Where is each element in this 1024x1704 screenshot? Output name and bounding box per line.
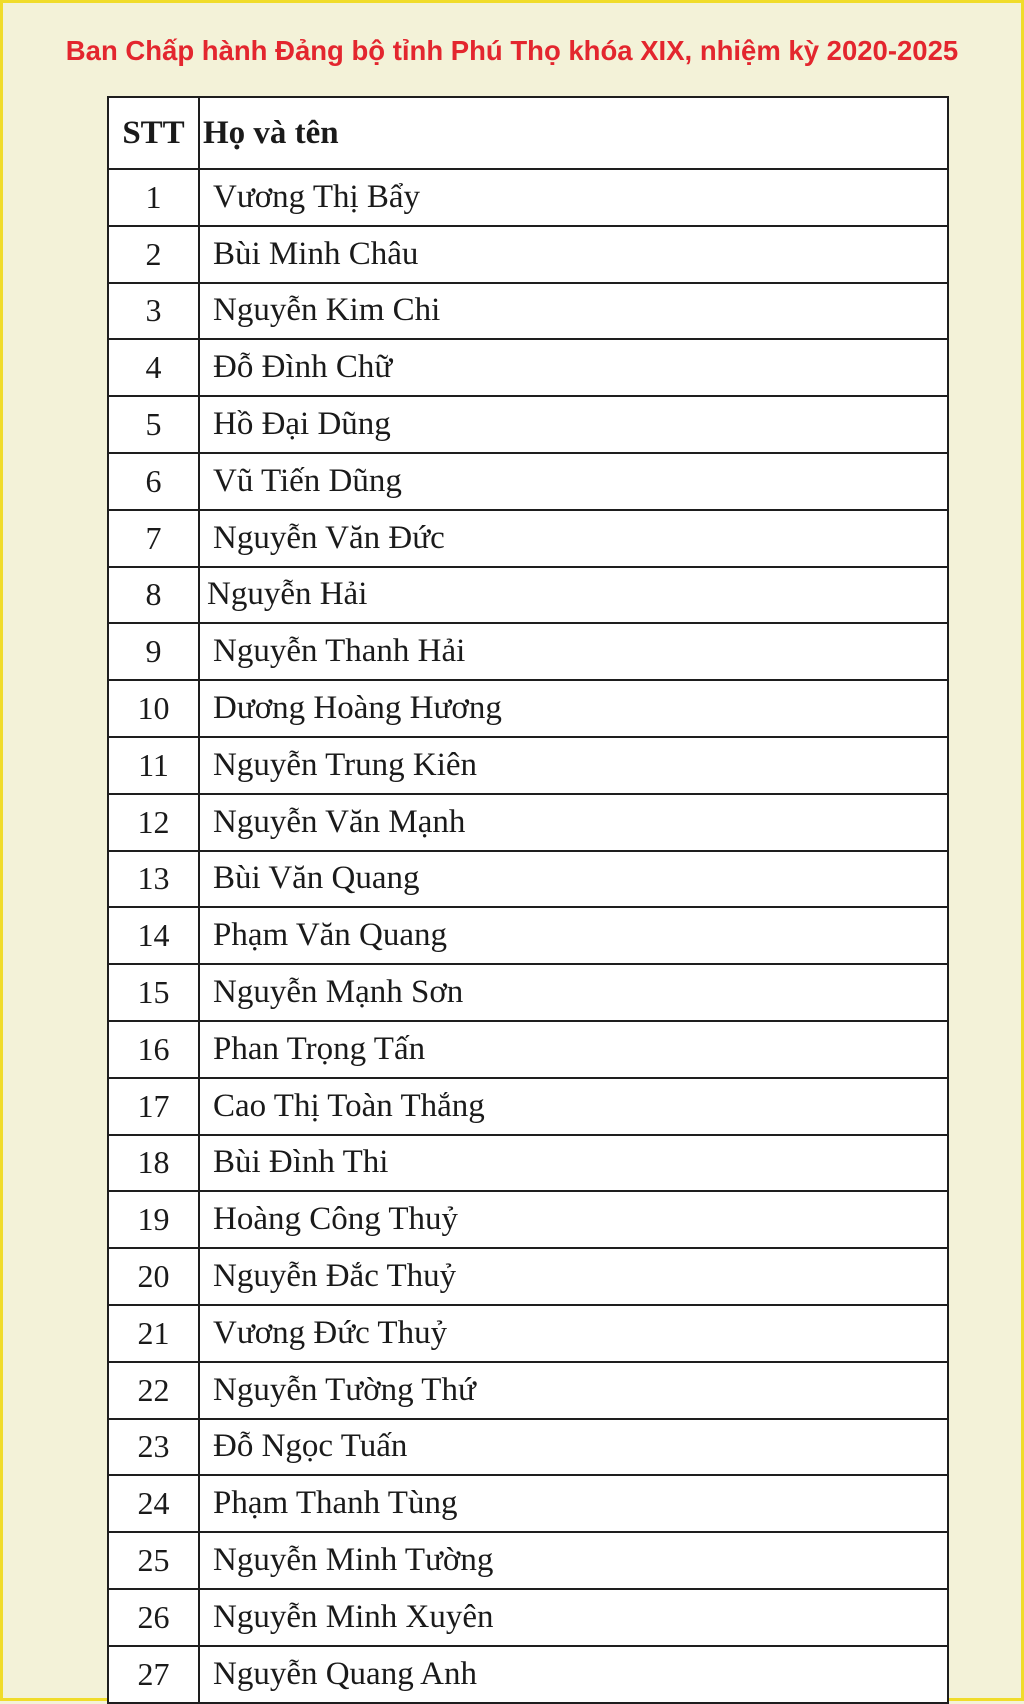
table-row xyxy=(109,170,947,227)
table-row xyxy=(109,1136,947,1193)
row-stt: 24 xyxy=(137,1485,170,1522)
table-row xyxy=(109,852,947,909)
row-stt: 16 xyxy=(137,1030,170,1067)
row-stt: 9 xyxy=(145,633,162,670)
row-stt: 13 xyxy=(137,860,170,897)
row-stt: 14 xyxy=(137,917,170,954)
row-name: Hoàng Công Thuỷ xyxy=(213,1201,459,1238)
row-stt: 7 xyxy=(145,519,162,556)
row-stt: 17 xyxy=(137,1087,170,1124)
row-name: Nguyễn Đắc Thuỷ xyxy=(213,1258,457,1295)
row-stt: 18 xyxy=(137,1144,170,1181)
row-stt: 1 xyxy=(145,178,162,215)
table-row xyxy=(109,454,947,511)
table-row xyxy=(109,1306,947,1363)
row-name: Dương Hoàng Hương xyxy=(213,690,502,727)
table-row xyxy=(109,1249,947,1306)
row-stt: 2 xyxy=(145,235,162,272)
table-header-row xyxy=(109,98,947,170)
table-row xyxy=(109,738,947,795)
row-stt: 15 xyxy=(137,974,170,1011)
row-name: Cao Thị Toàn Thắng xyxy=(213,1087,485,1124)
table-row xyxy=(109,568,947,625)
table-row xyxy=(109,1476,947,1533)
table-row xyxy=(109,908,947,965)
row-name: Phạm Văn Quang xyxy=(213,917,448,954)
row-stt: 19 xyxy=(137,1201,170,1238)
row-stt: 26 xyxy=(137,1598,170,1635)
row-name: Nguyễn Minh Xuyên xyxy=(213,1598,494,1635)
row-stt: 6 xyxy=(145,462,162,499)
row-stt: 3 xyxy=(145,292,162,329)
row-stt: 11 xyxy=(138,746,169,783)
table-row xyxy=(109,1079,947,1136)
row-name: Bùi Đình Thi xyxy=(213,1144,389,1181)
row-name: Nguyễn Minh Tường xyxy=(213,1542,494,1579)
table-row xyxy=(109,1647,947,1704)
table-row xyxy=(109,397,947,454)
table-row xyxy=(109,965,947,1022)
table-row xyxy=(109,227,947,284)
members-table xyxy=(107,96,949,1704)
row-name: Nguyễn Mạnh Sơn xyxy=(213,974,464,1011)
header-stt: STT xyxy=(122,114,185,151)
table-row xyxy=(109,1192,947,1249)
table-row xyxy=(109,624,947,681)
table-row xyxy=(109,795,947,852)
row-name: Đỗ Ngọc Tuấn xyxy=(213,1428,408,1465)
table-body xyxy=(109,170,947,1704)
row-name: Nguyễn Trung Kiên xyxy=(213,746,478,783)
row-stt: 25 xyxy=(137,1542,170,1579)
row-name: Vương Đức Thuỷ xyxy=(213,1314,448,1351)
row-stt: 22 xyxy=(137,1371,170,1408)
row-stt: 20 xyxy=(137,1258,170,1295)
row-name: Nguyễn Kim Chi xyxy=(213,292,441,329)
row-name: Vũ Tiến Dũng xyxy=(213,462,402,499)
row-stt: 5 xyxy=(145,406,162,443)
table-row xyxy=(109,1022,947,1079)
row-stt: 23 xyxy=(137,1428,170,1465)
row-name: Vương Thị Bẩy xyxy=(213,178,421,215)
row-stt: 10 xyxy=(137,690,170,727)
table-row xyxy=(109,511,947,568)
table-row xyxy=(109,681,947,738)
row-name: Bùi Văn Quang xyxy=(213,860,420,897)
row-name: Đỗ Đình Chữ xyxy=(213,349,393,386)
row-name: Nguyễn Văn Mạnh xyxy=(213,803,466,840)
table-row xyxy=(109,284,947,341)
row-name: Nguyễn Văn Đức xyxy=(213,519,445,556)
row-stt: 8 xyxy=(145,576,162,613)
row-name: Nguyễn Quang Anh xyxy=(213,1655,477,1692)
row-stt: 21 xyxy=(137,1314,170,1351)
row-stt: 12 xyxy=(137,803,170,840)
table-row xyxy=(109,1363,947,1420)
table-row xyxy=(109,1420,947,1477)
header-name: Họ và tên xyxy=(203,114,339,151)
table-row xyxy=(109,1590,947,1647)
table-row xyxy=(109,340,947,397)
row-name: Nguyễn Tường Thứ xyxy=(213,1371,476,1408)
row-name: Nguyễn Thanh Hải xyxy=(213,633,466,670)
row-name: Hồ Đại Dũng xyxy=(213,406,391,443)
row-name: Phan Trọng Tấn xyxy=(213,1030,426,1067)
row-name: Phạm Thanh Tùng xyxy=(213,1485,458,1522)
row-name: Bùi Minh Châu xyxy=(213,235,419,272)
row-stt: 4 xyxy=(145,349,162,386)
row-name: Nguyễn Hải xyxy=(207,576,368,613)
row-stt: 27 xyxy=(137,1655,170,1692)
table-row xyxy=(109,1533,947,1590)
page-title: Ban Chấp hành Đảng bộ tỉnh Phú Thọ khóa XIX, nhiệm kỳ 2020-2025 xyxy=(65,35,959,66)
